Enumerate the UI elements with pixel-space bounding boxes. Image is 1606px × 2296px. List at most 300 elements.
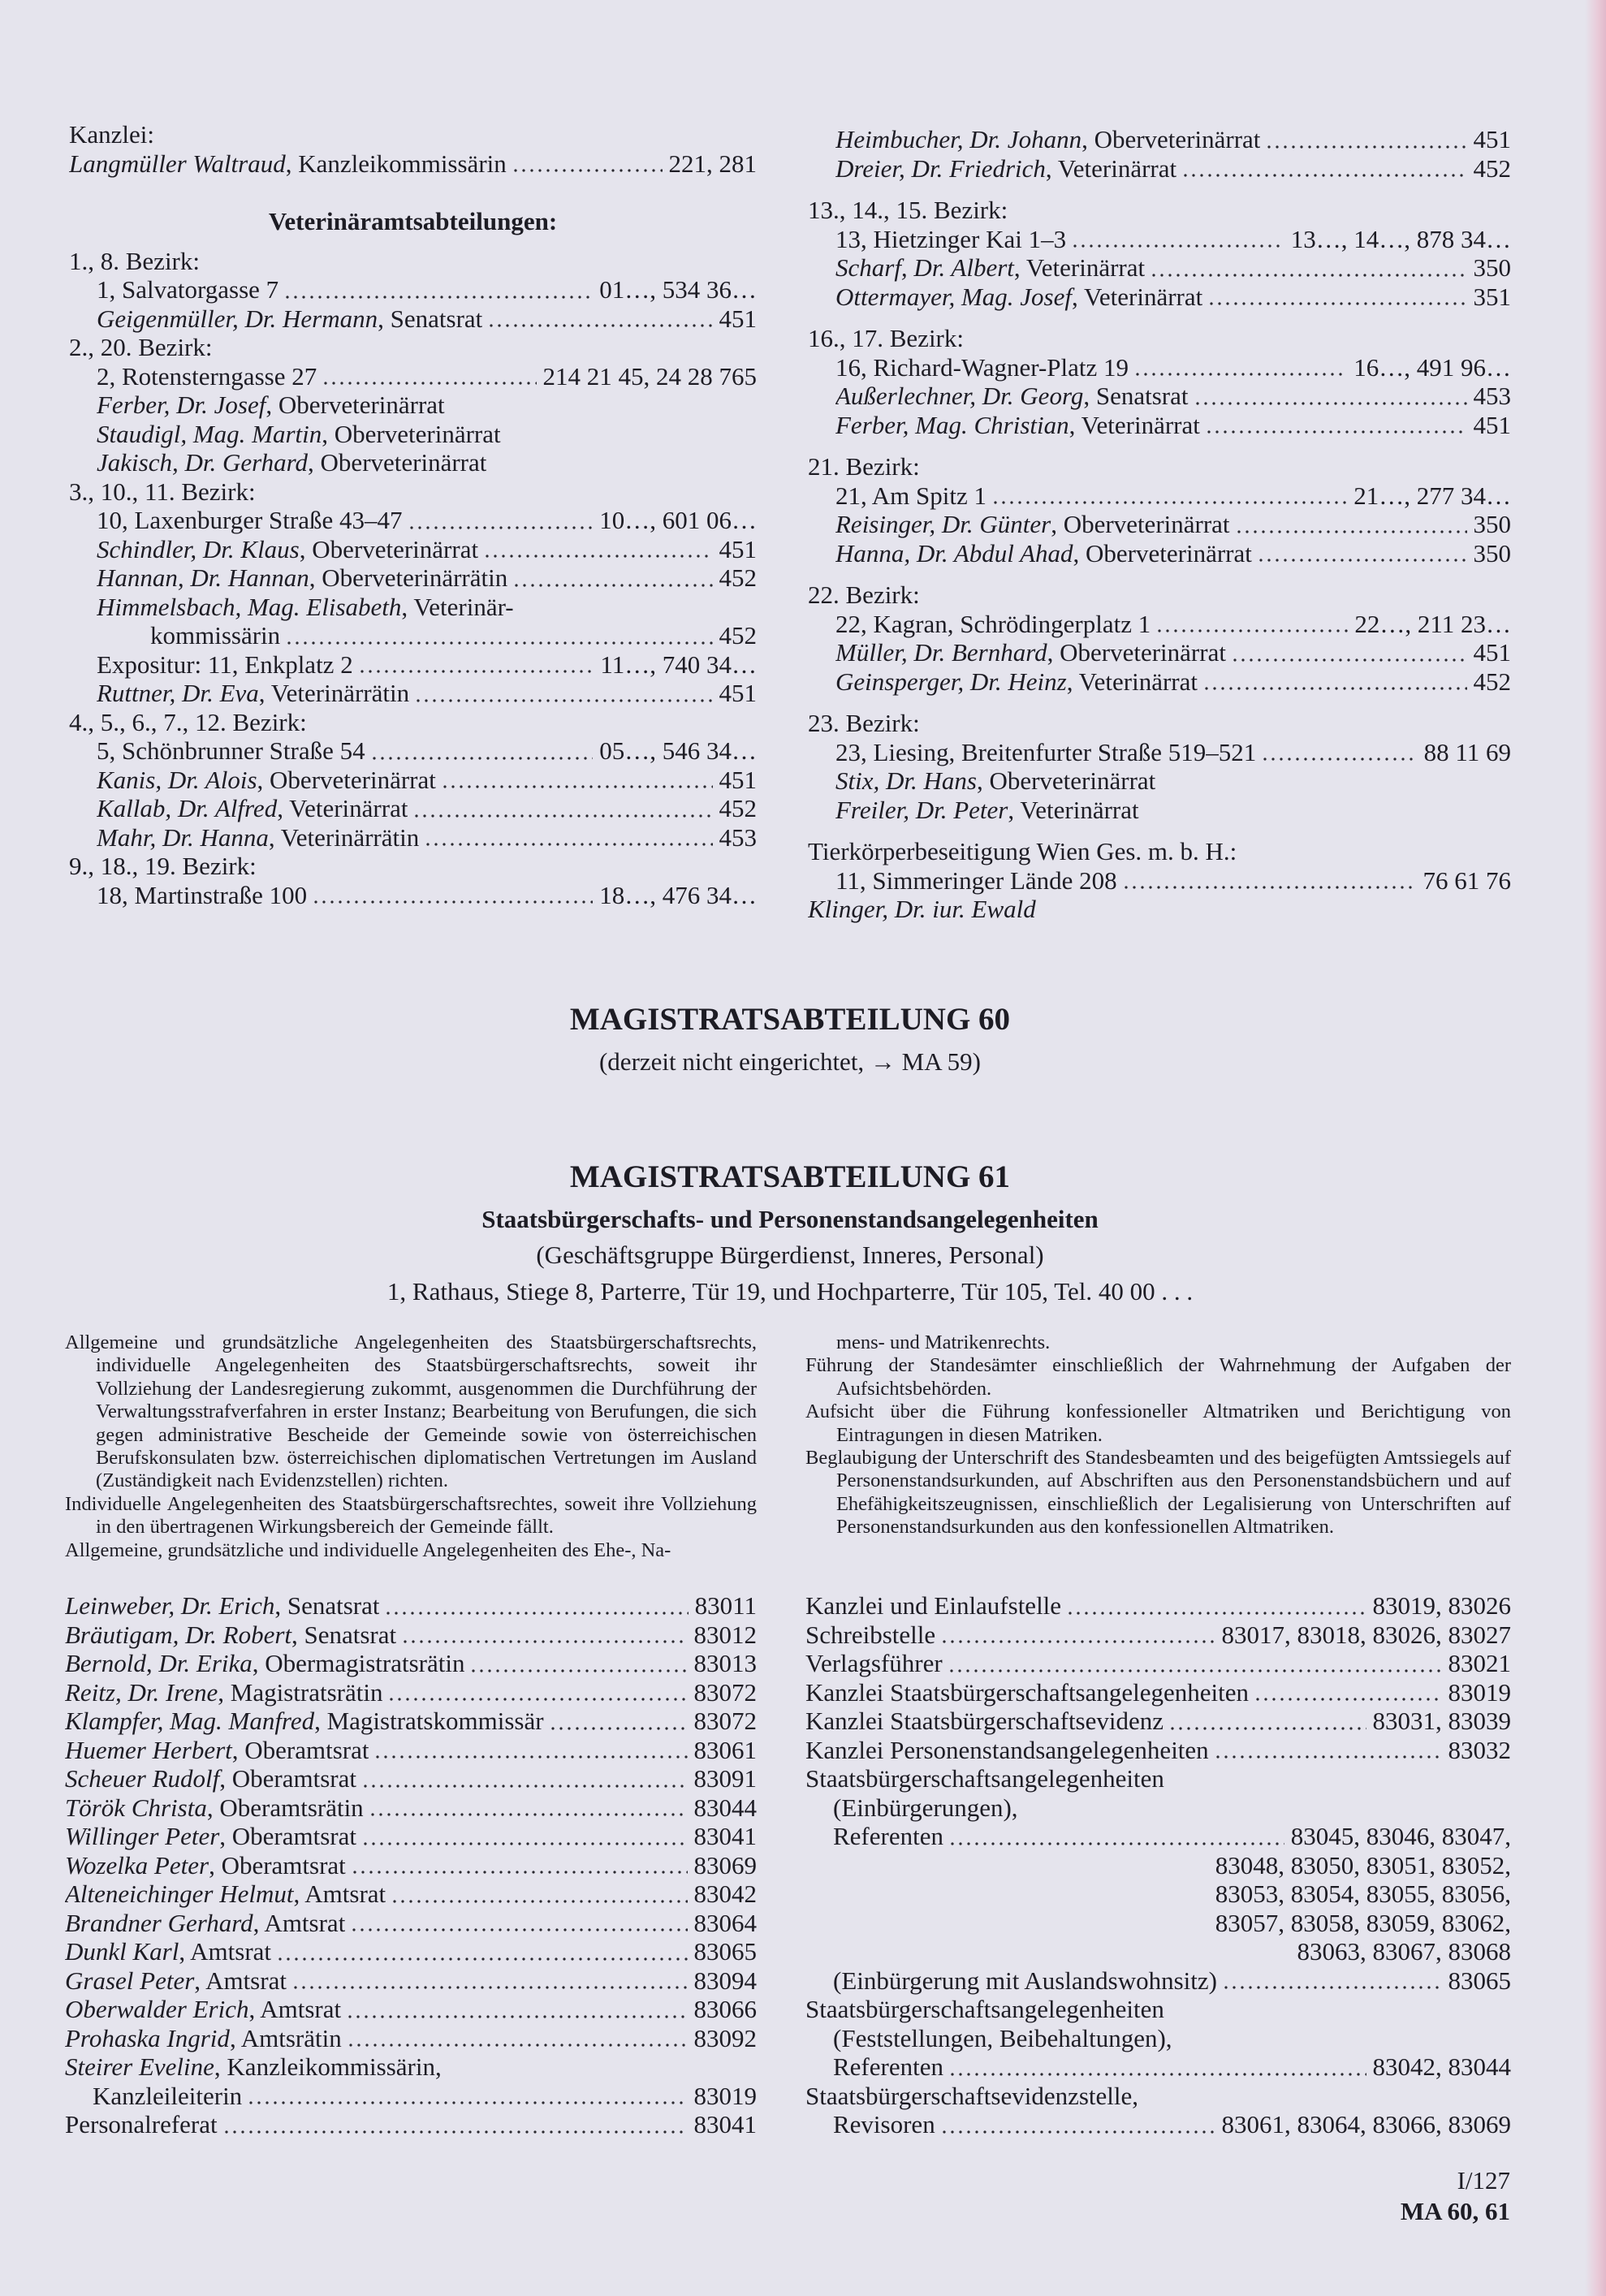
entry-label: [835, 481, 986, 511]
ma60-title: MAGISTRATSABTEILUNG 60: [569, 1002, 1011, 1037]
entry-label: [97, 563, 507, 593]
entry-label: [833, 1966, 1217, 1996]
directory-entry: [805, 1966, 1511, 1996]
phone-number: 83042: [693, 1880, 757, 1908]
entry-label: [833, 2110, 935, 2139]
entry-text: 23. Bezirk:: [808, 709, 920, 737]
directory-entry: [65, 2024, 757, 2053]
directory-entry: [69, 766, 757, 795]
dot-leader: [512, 149, 663, 179]
entry-label: [805, 1707, 1163, 1736]
phone-number: 83019: [1448, 1677, 1511, 1707]
entry-text: , Oberamtsrätin: [206, 1793, 364, 1822]
entry-text: 11, Simmeringer Lände 208: [835, 865, 1117, 895]
duty-paragraph: Allgemeine, grundsätzliche und individuelle Angelegenheiten des Ehe-, Na-: [65, 1539, 671, 1561]
dot-leader: [1254, 1678, 1441, 1707]
phone-number: 451: [1473, 125, 1511, 153]
dot-leader: [1265, 125, 1466, 154]
entry-label: [835, 539, 1252, 568]
entry-text: Schreibstelle: [805, 1620, 936, 1649]
entry-label: [69, 852, 257, 881]
entry-group: [808, 580, 1511, 696]
entry-label: [97, 448, 486, 477]
directory-entry: [69, 563, 757, 593]
entry-text: , Oberveterinärrat: [299, 534, 479, 563]
entry-label: [69, 149, 507, 179]
entry-text: , Senatsrat: [378, 304, 483, 333]
entry-label: [835, 125, 1260, 154]
entry-text: , Veterinärrätin: [268, 822, 420, 852]
person-name: Dunkl Karl: [65, 1937, 179, 1966]
duty-paragraph: Allgemeine und grundsätzliche Angelegenheiten des Staatsbürgerschaftsrechts, individuelle Angelegenheiten des Staatsbürgerschaftsrechts, soweit ihr Vollziehung der Landesregierung zukommt, ausgenommen die Durchführung der Verwaltungsstrafverfahren in erster Instanz; Bearbeitung von Berufungen, die sich gegen administrative Bescheide der Gemeinde sowie von österreichischen Berufskonsulaten bzw. österreichischen diplomatischen Vertretungen im Ausland (Zuständigkeit nach Evidenzstellen) richten.: [65, 1331, 757, 1492]
person-name: Oberwalder Erich: [65, 1995, 249, 2023]
entry-label: [65, 1880, 386, 1909]
dot-leader: [1231, 638, 1467, 667]
person-name: Török Christa: [65, 1793, 207, 1822]
phone-number: 83031, 83039: [1372, 1707, 1511, 1735]
duty-paragraph: mens- und Matrikenrechts.: [835, 1331, 1051, 1353]
person-name: Ruttner, Dr. Eva: [97, 679, 259, 707]
person-name: Geigenmüller, Dr. Hermann: [97, 304, 378, 333]
entry-text: , Magistratsrätin: [218, 1677, 383, 1707]
entry-label: [65, 1649, 464, 1678]
phone-number: 83041: [693, 1822, 757, 1850]
directory-entry: [65, 1995, 757, 2024]
directory-entry: [805, 1707, 1511, 1736]
person-name: Reisinger, Dr. Günter: [835, 510, 1051, 538]
staff-directory: [65, 1591, 757, 2139]
dot-leader: [358, 650, 594, 680]
person-name: Prohaska Ingrid: [65, 2023, 230, 2052]
directory-entry: [69, 621, 757, 650]
dot-leader: [283, 275, 593, 304]
entry-text: Staatsbürgerschaftsangelegenheiten: [805, 1764, 1164, 1793]
phone-number: 452: [719, 621, 757, 650]
entry-text: , Amtsrat: [253, 1908, 346, 1937]
phone-number: 351: [1473, 282, 1511, 311]
duties-right: [805, 1331, 1511, 1539]
dot-leader: [1205, 411, 1467, 440]
entry-text: , Veterinärrat: [1013, 253, 1146, 282]
person-name: Hanna, Dr. Abdul Ahad: [835, 538, 1073, 568]
phone-number: 83019, 83026: [1372, 1591, 1511, 1620]
directory-entry: [808, 796, 1511, 825]
directory-entry: [65, 1937, 757, 1966]
directory-entry: [808, 353, 1511, 382]
dot-leader: [350, 1909, 687, 1938]
dot-leader: [1071, 225, 1284, 254]
directory-entry: [805, 1995, 1511, 2024]
phone-number: 83057, 83058, 83059, 83062,: [1215, 1908, 1511, 1937]
phone-number: 452: [719, 563, 757, 592]
entry-text: , Oberamtsrat: [231, 1735, 369, 1764]
person-name: Grasel Peter: [65, 1966, 195, 1995]
directory-entry: [65, 2082, 757, 2111]
entry-text: , Amtsrätin: [229, 2023, 342, 2052]
entry-text: (Einbürgerung mit Auslandswohnsitz): [833, 1966, 1217, 1995]
directory-entry: [805, 2082, 1511, 2111]
directory-entry: [805, 2024, 1511, 2053]
entry-label: [65, 2024, 342, 2053]
entry-text: Tierkörperbeseitigung Wien Ges. m. b. H.:: [808, 837, 1237, 865]
entry-text: Kanzlei Staatsbürgerschaftsevidenz: [805, 1707, 1164, 1735]
phone-number: 76 61 76: [1423, 865, 1511, 895]
directory-entry: [808, 382, 1511, 411]
directory-entry: [808, 709, 1511, 738]
phone-number: 83065: [1448, 1966, 1511, 1995]
directory-entry: [808, 539, 1511, 568]
dot-leader: [441, 766, 713, 795]
entry-label: [835, 796, 1139, 825]
directory-entry: [69, 823, 757, 852]
dot-leader: [1155, 610, 1348, 639]
dot-leader: [351, 1851, 688, 1880]
entry-label: [69, 477, 256, 507]
directory-entry: [69, 535, 757, 564]
entry-text: Kanzlei:: [69, 120, 155, 149]
directory-entry: [69, 852, 757, 881]
entry-label: [835, 283, 1202, 312]
ma60-note: (derzeit nicht eingerichtet, → MA 59): [598, 1047, 981, 1076]
duty-paragraph: Aufsicht über die Führung konfessioneller Altmatriken und Berichtigung von Eintragungen in diesen Matriken.: [805, 1400, 1511, 1446]
entry-label: [97, 391, 445, 420]
entry-text: 1, Salvatorgasse 7: [97, 275, 279, 304]
entry-label: [69, 708, 307, 737]
dot-leader: [408, 506, 594, 535]
dot-leader: [276, 1937, 687, 1966]
dot-leader: [1202, 667, 1467, 697]
entry-label: [835, 510, 1230, 539]
entry-text: , Amtsrat: [179, 1937, 272, 1966]
entry-text: , Senatsrat: [274, 1591, 380, 1620]
entry-text: , Veterinärrätin: [258, 679, 410, 707]
entry-label: [97, 275, 278, 304]
directory-entry: [69, 448, 757, 477]
entry-text: 13, Hietzinger Kai 1–3: [835, 224, 1067, 253]
entry-text: , Oberveterinärrat: [976, 766, 1156, 795]
person-name: Ottermayer, Mag. Josef: [835, 282, 1072, 311]
entry-text: Revisoren: [833, 2110, 935, 2138]
phone-number: 16…, 491 96…: [1353, 352, 1511, 382]
directory-entry: [69, 247, 757, 276]
entry-label: [97, 304, 482, 334]
phone-number: 83064: [693, 1908, 757, 1937]
dot-leader: [1066, 1591, 1366, 1621]
entry-label: [97, 593, 514, 622]
dot-leader: [1261, 738, 1417, 767]
entry-text: , Oberveterinärrat: [322, 419, 501, 448]
phone-number: 83042, 83044: [1372, 2052, 1511, 2081]
dot-leader: [322, 362, 536, 391]
entry-label: [97, 736, 365, 766]
phone-number: 451: [719, 765, 757, 794]
person-name: Willinger Peter: [65, 1822, 220, 1850]
entry-text: Staatsbürgerschaftsevidenzstelle,: [805, 2081, 1139, 2110]
dot-leader: [1168, 1707, 1366, 1736]
entry-text: , Oberveterinärrat: [1081, 125, 1261, 153]
number-continuation: [805, 1937, 1511, 1966]
entry-label: [65, 1591, 379, 1621]
directory-entry: [808, 895, 1511, 924]
entry-text: , Veterinärrat: [1008, 795, 1139, 824]
entry-label: [65, 1851, 346, 1880]
entry-text: , Senatsrat: [291, 1620, 397, 1649]
phone-number: 453: [1473, 382, 1511, 410]
directory-entry: [65, 1649, 757, 1678]
entry-text: , Obermagistratsrätin: [252, 1649, 465, 1677]
entry-text: , Oberveterinärrat: [257, 765, 436, 794]
phone-number: 11…, 740 34…: [600, 650, 757, 679]
person-name: Ferber, Dr. Josef: [97, 391, 266, 419]
entry-text: 16, Richard-Wagner-Platz 19: [835, 352, 1129, 382]
dot-leader: [247, 2082, 687, 2111]
phone-number: 83041: [693, 2110, 757, 2138]
person-name: Wozelka Peter: [65, 1850, 209, 1880]
entry-text: , Veterinärrat: [1045, 153, 1177, 183]
dot-leader: [1122, 866, 1417, 896]
directory-entry: [69, 333, 757, 362]
entry-text: , Kanzleikommissärin: [285, 149, 507, 178]
entry-text: Verlagsführer: [805, 1649, 943, 1677]
phone-number: 13…, 14…, 878 34…: [1290, 224, 1511, 253]
phone-number: 350: [1473, 253, 1511, 282]
entry-label: [808, 895, 1036, 924]
dot-leader: [312, 881, 593, 910]
entry-label: [65, 1909, 345, 1938]
phone-number: 83063, 83067, 83068: [1297, 1937, 1511, 1966]
entry-text: , Oberveterinärrat: [1051, 510, 1230, 538]
entry-text: , Oberveterinärrätin: [309, 563, 508, 592]
entry-label: [808, 709, 920, 738]
phone-number: 83094: [693, 1966, 757, 1995]
number-continuation: [805, 1880, 1511, 1909]
entry-label: [65, 2110, 218, 2139]
directory-entry: [65, 1909, 757, 1938]
entry-label: [97, 535, 478, 564]
phone-number: 451: [719, 304, 757, 333]
entry-text: , Kanzleikommissärin,: [214, 2052, 442, 2081]
phone-number: 83066: [693, 1995, 757, 2023]
entry-label: [65, 1793, 364, 1823]
directory-entry: [69, 881, 757, 910]
phone-number: 451: [1473, 410, 1511, 439]
phone-number: 83045, 83046, 83047,: [1290, 1822, 1511, 1850]
duties-left: [65, 1331, 757, 1562]
entry-text: , Veterinärrat: [277, 794, 408, 822]
directory-entry: [69, 304, 757, 334]
entry-text: , Oberveterinärrat: [1047, 638, 1226, 667]
person-name: Geinsperger, Dr. Heinz: [835, 667, 1067, 696]
dot-leader: [991, 481, 1347, 511]
directory-entry: [808, 638, 1511, 667]
entry-text: , Veterinärrat: [1069, 410, 1200, 439]
phone-number: 83069: [693, 1850, 757, 1880]
entry-label: [805, 1764, 1164, 1793]
directory-entry: [65, 1851, 757, 1880]
dot-leader: [370, 736, 594, 766]
number-continuation: [805, 1909, 1511, 1938]
entry-label: [835, 382, 1189, 411]
entry-label: [65, 1966, 287, 1996]
entry-text: 2., 20. Bezirk:: [69, 333, 213, 361]
entry-text: 21, Am Spitz 1: [835, 481, 987, 510]
directory-entry: [808, 837, 1511, 866]
person-name: Staudigl, Mag. Martin: [97, 419, 322, 448]
entry-label: [833, 1793, 1018, 1823]
dot-leader: [1133, 353, 1347, 382]
entry-label: [97, 650, 353, 680]
phone-number: 83011: [694, 1591, 757, 1620]
entry-label: [835, 766, 1155, 796]
phone-number: 83091: [693, 1764, 757, 1793]
dot-leader: [424, 823, 712, 852]
phone-number: 453: [719, 822, 757, 852]
entry-group: [805, 1591, 1511, 2139]
person-name: Ferber, Mag. Christian: [835, 410, 1069, 439]
person-name: Bernold, Dr. Erika: [65, 1649, 253, 1677]
phone-number: 83072: [693, 1707, 757, 1735]
directory-entry: [808, 667, 1511, 697]
phone-number: 452: [1473, 667, 1511, 696]
phone-number: 83048, 83050, 83051, 83052,: [1215, 1850, 1511, 1880]
entry-group: [69, 852, 757, 909]
duty-paragraph: Beglaubigung der Unterschrift des Standesbeamten und des beigefügten Amtssiegels auf Personenstandsurkunden, auf Abschriften aus den Personenstandsbüchern und auf Ehefähigkeitszeugnissen, einschließlich der Legalisierung von Unterschriften auf Personenstandsurkunden aus den konfessionellen Altmatriken.: [805, 1447, 1511, 1539]
directory-entry: [808, 610, 1511, 639]
dot-leader: [387, 1678, 687, 1707]
phone-number: 83065: [693, 1937, 757, 1966]
entry-text: kommissärin: [150, 621, 281, 650]
entry-label: [65, 1707, 544, 1736]
person-name: Kanis, Dr. Alois: [97, 765, 257, 794]
entry-text: Kanzleileiterin: [93, 2081, 243, 2110]
dot-leader: [512, 563, 712, 593]
person-name: Schindler, Dr. Klaus: [97, 534, 300, 563]
phone-number: 83072: [693, 1677, 757, 1707]
entry-label: [835, 738, 1256, 767]
entry-label: [65, 1764, 356, 1793]
veterinary-offices-right-column: [808, 125, 1511, 937]
veterinary-offices-left-column: [69, 120, 757, 909]
directory-entry: [69, 420, 757, 449]
phone-number: 451: [719, 679, 757, 707]
directory-entry: [65, 1822, 757, 1851]
entry-label: [805, 1678, 1249, 1707]
entry-group: [69, 120, 757, 178]
directory-entry: [69, 708, 757, 737]
entry-text: , Veterinär-: [401, 592, 514, 621]
directory-entry: [805, 1793, 1511, 1823]
entry-text: 22. Bezirk:: [808, 580, 920, 609]
entry-label: [97, 881, 307, 910]
entry-text: 23, Liesing, Breitenfurter Straße 519–521: [835, 737, 1257, 766]
entry-group: [808, 324, 1511, 439]
person-name: Stix, Dr. Hans: [835, 766, 977, 795]
entry-label: [65, 1995, 341, 2024]
entry-group: [808, 196, 1511, 311]
dot-leader: [347, 2024, 688, 2053]
directory-entry: [65, 1793, 757, 1823]
phone-number: 350: [1473, 510, 1511, 538]
entry-label: [833, 1822, 943, 1851]
phone-number: 83032: [1448, 1735, 1511, 1764]
entry-text: 18, Martinstraße 100: [97, 880, 308, 909]
duty-paragraph: Führung der Standesämter einschließlich der Wahrnehmung der Aufgaben der Aufsichtsbehörden.: [805, 1354, 1511, 1400]
entry-text: , Amtsrat: [194, 1966, 287, 1995]
entry-text: 1., 8. Bezirk:: [69, 246, 200, 275]
entry-label: [835, 866, 1117, 896]
entry-label: [150, 621, 280, 650]
section-heading: Veterinäramtsabteilungen:: [268, 207, 558, 235]
entry-text: , Veterinärrat: [1066, 667, 1198, 696]
entry-label: [833, 2024, 1172, 2053]
entry-text: Kanzlei und Einlaufstelle: [805, 1591, 1062, 1620]
person-name: Außerlechner, Dr. Georg: [835, 382, 1084, 410]
entry-label: [69, 333, 213, 362]
entry-group: [65, 1591, 757, 2139]
person-name: Himmelsbach, Mag. Elisabeth: [97, 592, 402, 621]
entry-label: [808, 580, 920, 610]
directory-entry: [69, 506, 757, 535]
dot-leader: [948, 1822, 1284, 1851]
dot-leader: [1222, 1966, 1442, 1996]
directory-entry: [65, 2110, 757, 2139]
person-name: Alteneichinger Helmut: [65, 1880, 294, 1908]
dot-leader: [549, 1707, 688, 1736]
dot-leader: [373, 1736, 687, 1765]
directory-entry: [65, 1736, 757, 1765]
phone-number: 01…, 534 36…: [599, 275, 757, 304]
directory-entry: [808, 481, 1511, 511]
entry-label: [65, 1937, 271, 1966]
directory-entry: [805, 1678, 1511, 1707]
entry-label: [65, 1822, 356, 1851]
entry-text: , Oberveterinärrat: [1073, 538, 1252, 568]
office-extensions: [805, 1591, 1511, 2139]
page-number: I/127: [1457, 2166, 1510, 2195]
entry-group: [69, 207, 757, 236]
entry-text: 22, Kagran, Schrödingerplatz 1: [835, 609, 1151, 638]
phone-number: 451: [719, 534, 757, 563]
directory-entry: [65, 1966, 757, 1996]
entry-text: Referenten: [833, 1822, 943, 1850]
entry-group: [69, 477, 757, 708]
phone-number: 452: [1473, 153, 1511, 183]
directory-entry: [69, 149, 757, 179]
dot-leader: [391, 1880, 687, 1909]
phone-number: 18…, 476 34…: [599, 880, 757, 909]
entry-text: 5, Schönbrunner Straße 54: [97, 736, 365, 765]
entry-text: 16., 17. Bezirk:: [808, 324, 964, 352]
dot-leader: [412, 794, 712, 823]
directory-entry: [805, 1822, 1511, 1851]
person-name: Kallab, Dr. Alfred: [97, 794, 278, 822]
entry-label: [833, 2052, 943, 2082]
entry-text: , Senatsrat: [1083, 382, 1189, 410]
entry-label: [808, 196, 1008, 225]
directory-entry: [808, 510, 1511, 539]
entry-text: 21. Bezirk:: [808, 452, 920, 481]
phone-number: 10…, 601 06…: [599, 506, 757, 534]
dot-leader: [414, 679, 712, 708]
person-name: Heimbucher, Dr. Johann: [835, 125, 1082, 153]
entry-label: [69, 247, 200, 276]
entry-label: [835, 638, 1226, 667]
dot-leader: [1235, 510, 1467, 539]
entry-text: Referenten: [833, 2052, 943, 2081]
directory-entry: [808, 766, 1511, 796]
directory-entry: [69, 391, 757, 420]
directory-entry: [69, 120, 757, 149]
